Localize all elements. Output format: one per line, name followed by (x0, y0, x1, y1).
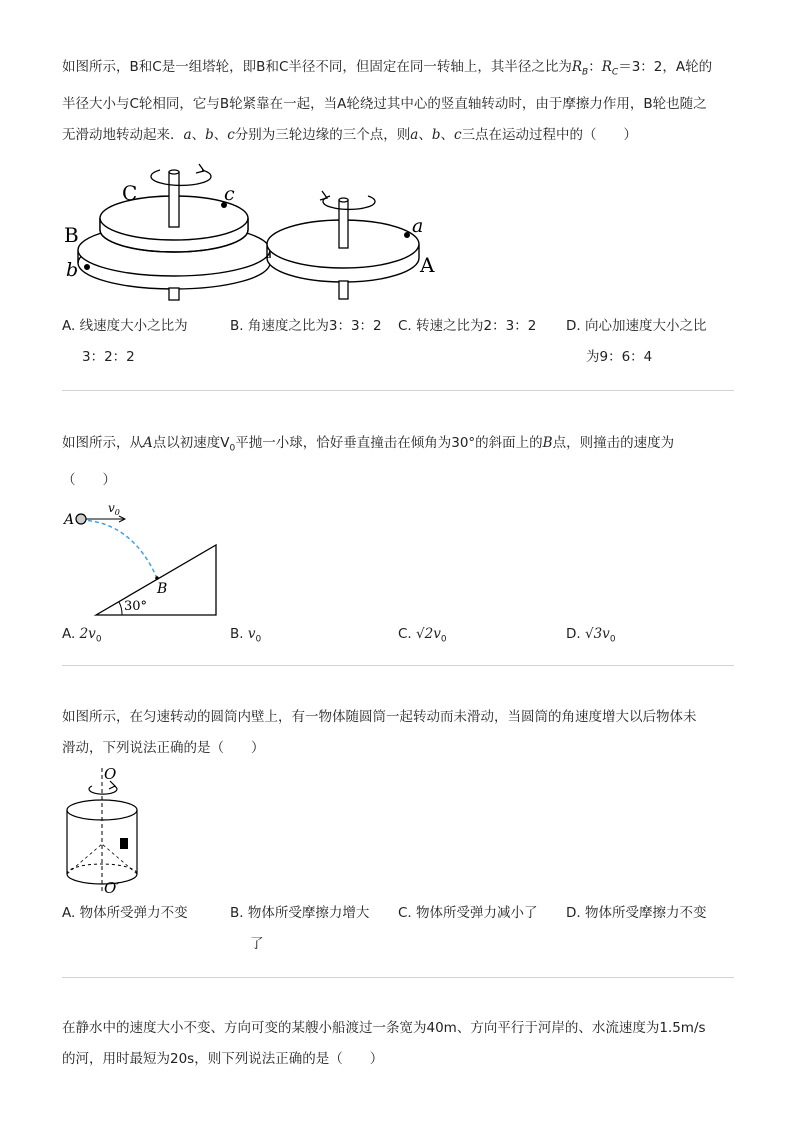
q2-label-A: A (64, 512, 75, 528)
q1-option-a-cont: 3：2：2 (82, 349, 135, 365)
q1-stem-line1: 如图所示，B和C是一组塔轮，即B和C半径不同，但固定在同一转轴上，其半径之比为 (62, 59, 572, 75)
q3-option-a[interactable] (62, 898, 188, 929)
q1-option-d-text: 向心加速度大小之比 (584, 318, 707, 334)
q1-option-d[interactable] (566, 311, 706, 373)
q1-stem-line3a: 无滑动地转动起来． (62, 126, 184, 143)
q3-option-b-cont: 了 (250, 936, 264, 952)
q1-ratio-r1: R (571, 59, 583, 75)
q2-option-d-text: √3v (584, 626, 610, 642)
q2-label-v0 (108, 501, 120, 517)
question-1 (62, 52, 734, 151)
q1-pt-b: b (205, 126, 214, 143)
q2-option-b-key: B. (230, 626, 244, 642)
q2-option-a[interactable] (62, 619, 102, 656)
q2-option-a-text: 2v (79, 626, 96, 642)
q3-label-O: O (104, 765, 117, 783)
q1-option-c[interactable] (398, 311, 536, 342)
q2-option-c-text: √2v (416, 626, 441, 642)
q3-option-b[interactable] (230, 898, 369, 960)
q1-label-B: B (64, 223, 79, 247)
q1-point-b (84, 264, 90, 270)
q3-option-c-text: 物体所受弹力减小了 (416, 905, 538, 921)
q1-pt-c2: c (454, 126, 462, 143)
q1-option-b-text: 角速度之比为3：3：2 (247, 318, 382, 334)
q2-option-d-key: D. (566, 626, 581, 642)
q1-ratio-c: C (611, 67, 619, 78)
q2-option-c-key: C. (398, 626, 412, 642)
q2-option-b-sub: 0 (255, 634, 262, 645)
q2-option-b-text: v (247, 626, 256, 642)
q2-option-c-sub: 0 (440, 634, 447, 645)
q3-option-b-text: 物体所受摩擦力增大 (247, 905, 370, 921)
q1-stem-line3c: 三点在运动过程中的（ ） (461, 126, 638, 143)
q1-label-b: b (66, 259, 79, 281)
q1-option-b-key: B. (230, 318, 244, 334)
q1-pt-a: a (183, 126, 192, 143)
q3-stem-line2: 滑动，下列说法正确的是（ ） (62, 740, 265, 756)
q3-stem (62, 702, 734, 764)
q1-label-a: a (412, 215, 424, 237)
q3-option-d-key: D. (566, 905, 581, 921)
q1-label-A: A (420, 253, 435, 277)
q3-cylinder-figure (62, 764, 152, 900)
q3-option-a-key: A. (62, 905, 76, 921)
q1-pulley-figure (62, 160, 452, 308)
q2-option-a-key: A. (62, 626, 76, 642)
q1-option-a[interactable] (62, 311, 188, 373)
q3-option-b-key: B. (230, 905, 244, 921)
q2-stem-line2: （ ） (62, 471, 116, 488)
q1-pt-b2: b (431, 126, 441, 143)
q3-option-c-key: C. (398, 905, 412, 921)
q2-stem-a: 如图所示，从 (62, 435, 143, 451)
q1-option-d-key: D. (566, 318, 581, 334)
q1-option-d-cont: 为9：6：4 (586, 349, 653, 365)
q4-stem (62, 1013, 734, 1075)
q2-option-a-sub: 0 (95, 634, 102, 645)
q1-sep-4: 、 (440, 126, 454, 143)
q2-stem-b: 点以初速度V (152, 435, 230, 451)
q1-pt-c: c (227, 126, 235, 143)
q3-stem-line1: 如图所示，在匀速转动的圆筒内壁上，有一物体随圆筒一起转动而未滑动，当圆筒的角速度增大以后物体未 (62, 709, 697, 725)
q2-incline-figure (62, 500, 232, 620)
q1-sep-3: 、 (418, 126, 432, 143)
q1-stem (62, 52, 734, 151)
q2-label-v-sub: 0 (114, 508, 120, 517)
q2-option-c[interactable] (398, 619, 447, 656)
q2-ball (76, 514, 86, 524)
question-2 (62, 428, 734, 496)
question-4 (62, 1013, 734, 1075)
q1-pt-a2: a (410, 126, 419, 143)
q2-sub-0: 0 (229, 443, 236, 454)
q1-option-c-text: 转速之比为2：3：2 (416, 318, 537, 334)
q3-option-a-text: 物体所受弹力不变 (79, 905, 188, 921)
q2-stem-d: 点，则撞击的速度为 (552, 435, 675, 451)
q1-sep-2: 、 (213, 126, 228, 143)
q4-stem-line1: 在静水中的速度大小不变、方向可变的某艘小船渡过一条宽为40m、方向平行于河岸的、水流速度为1.5m/s (62, 1020, 706, 1036)
q2-label-v: v (108, 501, 115, 515)
divider-3 (62, 977, 734, 978)
q2-label-B: B (157, 581, 168, 597)
q2-option-d-sub: 0 (609, 634, 616, 645)
q2-option-d[interactable] (566, 619, 616, 656)
q4-stem-line2: 的河，用时最短为20s，则下列说法正确的是（ ） (62, 1051, 384, 1067)
q2-point-B (155, 576, 159, 580)
q1-point-a (404, 232, 410, 238)
q1-option-a-key: A. (62, 318, 76, 334)
q1-label-c: c (224, 183, 235, 205)
q3-label-O-prime: O′ (104, 879, 120, 897)
q1-ratio-b: B (582, 67, 589, 78)
q1-option-c-key: C. (398, 318, 412, 334)
q3-option-c[interactable] (398, 898, 538, 929)
question-3 (62, 702, 734, 764)
q2-pt-A: A (143, 435, 153, 451)
q1-ratio-value: ＝3：2，A轮的 (618, 59, 713, 75)
q1-stem-line3b: 分别为三轮边缘的三个点，则 (234, 126, 411, 143)
divider-1 (62, 390, 734, 391)
q1-label-C: C (122, 181, 138, 205)
q1-option-a-text: 线速度大小之比为 (79, 318, 188, 334)
q2-stem (62, 428, 734, 496)
q1-stem-line2: 半径大小与C轮相同，它与B轮紧靠在一起，当A轮绕过其中心的竖直轴转动时，由于摩擦力作用，B轮也随之 (62, 95, 707, 112)
q3-option-d-text: 物体所受摩擦力不变 (584, 905, 707, 921)
q2-option-b[interactable] (230, 619, 261, 656)
q3-option-d[interactable] (566, 898, 706, 929)
q1-sep-1: 、 (191, 126, 206, 143)
q2-pt-B: B (542, 435, 553, 451)
q1-ratio-r2: R (601, 59, 612, 75)
q1-option-b[interactable] (230, 311, 382, 342)
q1-ratio-sep: ： (588, 59, 602, 75)
divider-2 (62, 665, 734, 666)
q2-stem-c: 平抛一小球，恰好垂直撞击在倾角为30°的斜面上的 (235, 435, 543, 451)
q3-block (120, 838, 128, 849)
q2-label-angle: 30° (124, 599, 148, 614)
